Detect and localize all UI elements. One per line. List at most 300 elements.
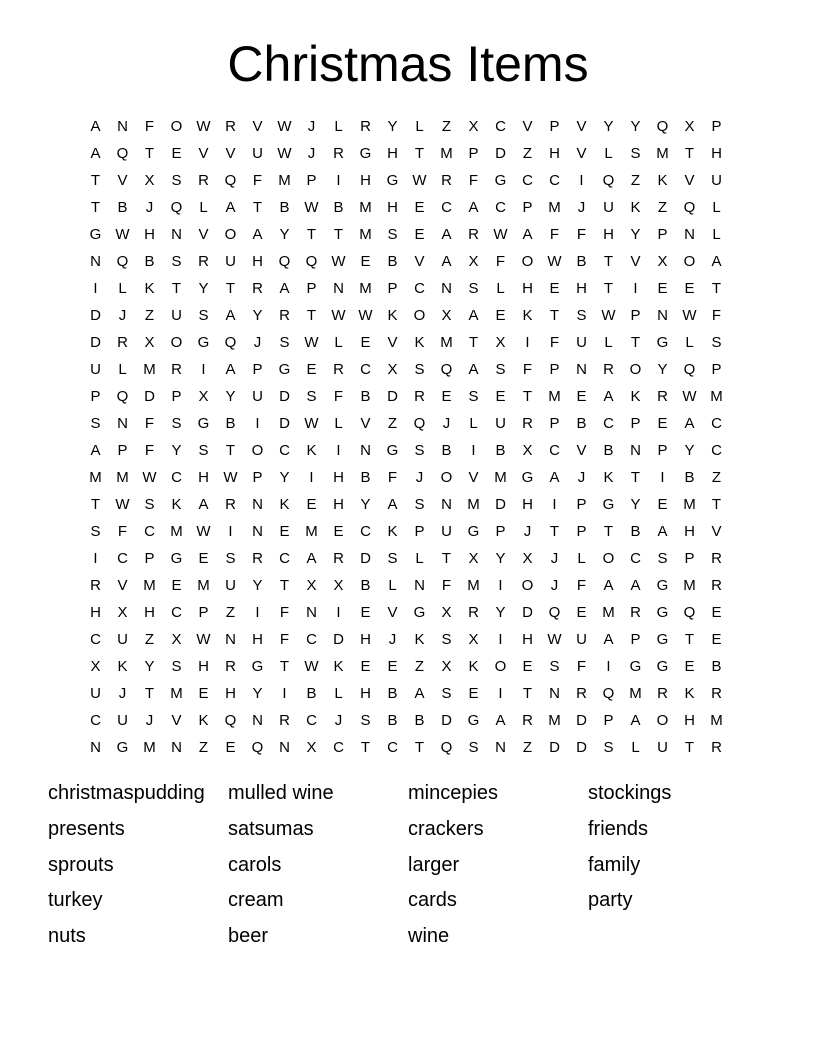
grid-letter: H: [198, 658, 209, 675]
grid-letter: A: [225, 307, 236, 324]
grid-row: [82, 140, 734, 167]
grid-letter: K: [657, 172, 668, 189]
grid-letter: G: [629, 658, 642, 675]
grid-letter: D: [441, 712, 452, 729]
grid-letter: W: [682, 388, 697, 405]
grid-letter: N: [657, 307, 668, 324]
grid-letter: R: [333, 145, 344, 162]
grid-letter: P: [711, 118, 722, 135]
grid-row: [82, 302, 734, 329]
grid-letter: C: [387, 739, 398, 756]
grid-row: [82, 410, 734, 437]
grid-letter: H: [144, 604, 155, 621]
grid-letter: V: [468, 469, 479, 486]
grid-letter: K: [414, 334, 425, 351]
grid-letter: E: [360, 604, 371, 621]
grid-letter: U: [657, 739, 668, 756]
grid-letter: T: [522, 388, 533, 405]
grid-letter: D: [495, 496, 506, 513]
grid-letter: V: [198, 226, 209, 243]
grid-letter: T: [306, 226, 317, 243]
grid-letter: K: [630, 388, 641, 405]
grid-letter: O: [413, 307, 426, 324]
grid-letter: K: [603, 469, 614, 486]
grid-letter: Z: [144, 631, 155, 648]
grid-letter: S: [549, 658, 560, 675]
grid-letter: P: [630, 631, 641, 648]
grid-letter: R: [657, 685, 668, 702]
grid-letter: X: [144, 172, 155, 189]
grid-letter: L: [469, 415, 478, 432]
grid-letter: S: [495, 361, 506, 378]
grid-letter: T: [306, 307, 317, 324]
grid-letter: I: [255, 604, 260, 621]
grid-letter: F: [549, 334, 560, 351]
grid-letter: C: [306, 712, 317, 729]
grid-letter: X: [171, 631, 182, 648]
grid-letter: I: [255, 415, 260, 432]
grid-letter: C: [306, 631, 317, 648]
grid-letter: M: [467, 577, 480, 594]
grid-letter: A: [495, 712, 506, 729]
grid-letter: P: [684, 550, 695, 567]
grid-row: [82, 248, 734, 275]
grid-letter: Z: [414, 658, 425, 675]
grid-letter: I: [660, 469, 665, 486]
grid-letter: L: [712, 226, 721, 243]
grid-letter: C: [171, 469, 182, 486]
grid-letter: O: [656, 712, 669, 729]
grid-letter: V: [576, 118, 587, 135]
grid-letter: J: [307, 118, 316, 135]
grid-letter: D: [576, 739, 587, 756]
grid-letter: I: [552, 496, 557, 513]
grid-letter: G: [656, 577, 669, 594]
grid-letter: N: [360, 442, 371, 459]
grid-letter: X: [306, 739, 317, 756]
grid-letter: P: [630, 415, 641, 432]
grid-letter: D: [522, 604, 533, 621]
grid-letter: B: [117, 199, 128, 216]
grid-letter: B: [360, 577, 371, 594]
grid-letter: X: [306, 577, 317, 594]
grid-letter: Q: [116, 388, 129, 405]
grid-letter: W: [547, 253, 562, 270]
word-list-item: carols: [228, 853, 282, 876]
grid-row: [82, 626, 734, 653]
grid-letter: M: [116, 469, 129, 486]
grid-letter: L: [685, 334, 694, 351]
grid-letter: U: [576, 334, 587, 351]
grid-letter: X: [657, 253, 668, 270]
grid-letter: O: [521, 577, 534, 594]
grid-letter: F: [117, 523, 128, 540]
grid-letter: I: [336, 442, 341, 459]
grid-letter: P: [414, 523, 425, 540]
grid-letter: P: [630, 307, 641, 324]
grid-letter: O: [224, 226, 237, 243]
grid-letter: H: [549, 145, 560, 162]
grid-letter: G: [170, 550, 183, 567]
grid-letter: B: [306, 685, 317, 702]
grid-letter: X: [468, 253, 479, 270]
grid-letter: J: [388, 631, 397, 648]
grid-letter: O: [440, 469, 453, 486]
word-list-item: presents: [48, 817, 125, 840]
grid-letter: I: [471, 442, 476, 459]
grid-letter: S: [414, 496, 425, 513]
grid-letter: R: [225, 118, 236, 135]
grid-letter: J: [577, 469, 586, 486]
grid-letter: G: [386, 442, 399, 459]
grid-letter: P: [657, 442, 668, 459]
grid-letter: I: [606, 658, 611, 675]
grid-letter: S: [387, 550, 398, 567]
grid-letter: G: [602, 496, 615, 513]
grid-letter: E: [225, 739, 236, 756]
grid-letter: L: [334, 415, 343, 432]
grid-letter: F: [144, 415, 155, 432]
grid-letter: C: [549, 172, 560, 189]
grid-letter: T: [684, 145, 695, 162]
grid-letter: X: [144, 334, 155, 351]
grid-letter: H: [522, 496, 533, 513]
grid-letter: Y: [630, 496, 641, 513]
grid-letter: A: [549, 469, 560, 486]
grid-letter: E: [414, 199, 425, 216]
grid-letter: R: [657, 388, 668, 405]
grid-letter: I: [282, 685, 287, 702]
grid-letter: L: [334, 118, 343, 135]
grid-letter: T: [684, 631, 695, 648]
grid-letter: A: [603, 631, 614, 648]
grid-row: [82, 221, 734, 248]
grid-letter: R: [252, 550, 263, 567]
grid-letter: S: [90, 523, 101, 540]
grid-letter: P: [90, 388, 101, 405]
grid-letter: T: [414, 739, 425, 756]
grid-letter: M: [656, 145, 669, 162]
grid-letter: N: [414, 577, 425, 594]
grid-letter: J: [577, 199, 586, 216]
grid-letter: T: [468, 334, 479, 351]
grid-letter: C: [279, 550, 290, 567]
grid-letter: Z: [387, 415, 398, 432]
grid-letter: C: [171, 604, 182, 621]
word-list-item: family: [588, 853, 641, 876]
grid-letter: J: [118, 685, 127, 702]
grid-letter: T: [549, 307, 560, 324]
grid-letter: E: [333, 523, 344, 540]
grid-letter: T: [225, 280, 236, 297]
grid-letter: R: [711, 577, 722, 594]
grid-letter: H: [144, 226, 155, 243]
grid-letter: S: [144, 496, 155, 513]
grid-letter: Q: [683, 361, 696, 378]
grid-row: [82, 707, 734, 734]
grid-letter: B: [630, 523, 641, 540]
grid-letter: S: [603, 739, 614, 756]
grid-letter: S: [657, 550, 668, 567]
grid-letter: W: [412, 172, 427, 189]
grid-letter: K: [333, 658, 344, 675]
grid-letter: T: [252, 199, 263, 216]
grid-letter: U: [117, 712, 128, 729]
grid-letter: Q: [548, 604, 561, 621]
grid-letter: T: [90, 172, 101, 189]
grid-letter: N: [225, 631, 236, 648]
grid-letter: M: [440, 145, 453, 162]
grid-letter: N: [441, 496, 452, 513]
grid-letter: B: [333, 199, 344, 216]
grid-letter: V: [576, 442, 587, 459]
grid-letter: I: [201, 361, 206, 378]
grid-letter: H: [252, 253, 263, 270]
grid-letter: G: [359, 145, 372, 162]
grid-letter: M: [602, 604, 615, 621]
grid-letter: Y: [252, 685, 263, 702]
grid-letter: B: [603, 442, 614, 459]
grid-letter: R: [711, 739, 722, 756]
grid-letter: S: [468, 739, 479, 756]
grid-letter: K: [117, 658, 128, 675]
grid-letter: E: [468, 685, 479, 702]
grid-letter: X: [441, 604, 452, 621]
grid-letter: I: [525, 334, 530, 351]
grid-letter: X: [387, 361, 398, 378]
grid-letter: P: [576, 496, 587, 513]
grid-letter: A: [603, 388, 614, 405]
grid-letter: K: [414, 631, 425, 648]
grid-letter: A: [468, 361, 479, 378]
grid-letter: N: [117, 415, 128, 432]
grid-letter: Y: [171, 442, 182, 459]
grid-letter: W: [304, 334, 319, 351]
grid-letter: A: [414, 685, 425, 702]
grid-letter: A: [306, 550, 317, 567]
grid-letter: S: [441, 631, 452, 648]
grid-row: [82, 275, 734, 302]
grid-row: [82, 356, 734, 383]
grid-letter: S: [414, 442, 425, 459]
grid-letter: G: [278, 361, 291, 378]
grid-letter: V: [711, 523, 722, 540]
grid-letter: L: [631, 739, 640, 756]
grid-letter: S: [306, 388, 317, 405]
grid-letter: W: [196, 631, 211, 648]
grid-letter: I: [93, 280, 98, 297]
grid-letter: E: [387, 658, 398, 675]
grid-letter: E: [522, 658, 533, 675]
grid-letter: H: [387, 199, 398, 216]
grid-letter: D: [90, 307, 101, 324]
word-list-item: nuts: [48, 925, 86, 947]
grid-letter: Q: [683, 199, 696, 216]
grid-letter: J: [442, 415, 451, 432]
grid-letter: Z: [657, 199, 668, 216]
grid-letter: B: [495, 442, 506, 459]
grid-letter: A: [684, 415, 695, 432]
grid-letter: F: [468, 172, 479, 189]
grid-letter: Q: [224, 172, 237, 189]
grid-letter: Y: [603, 118, 614, 135]
grid-letter: E: [711, 604, 722, 621]
grid-letter: M: [548, 712, 561, 729]
grid-letter: D: [360, 550, 371, 567]
grid-letter: T: [684, 739, 695, 756]
grid-letter: Q: [440, 739, 453, 756]
grid-letter: B: [360, 388, 371, 405]
grid-letter: V: [576, 145, 587, 162]
grid-letter: G: [413, 604, 426, 621]
grid-letter: R: [171, 361, 182, 378]
grid-letter: V: [117, 577, 128, 594]
grid-letter: R: [279, 307, 290, 324]
grid-letter: D: [576, 712, 587, 729]
grid-letter: Y: [684, 442, 695, 459]
grid-row: [82, 437, 734, 464]
grid-letter: W: [196, 523, 211, 540]
grid-letter: M: [359, 199, 372, 216]
grid-letter: N: [684, 226, 695, 243]
grid-letter: N: [171, 226, 182, 243]
grid-letter: C: [711, 415, 722, 432]
grid-letter: P: [198, 604, 209, 621]
grid-letter: C: [441, 199, 452, 216]
grid-letter: Q: [224, 712, 237, 729]
grid-letter: W: [277, 118, 292, 135]
grid-letter: L: [415, 118, 424, 135]
grid-letter: H: [252, 631, 263, 648]
grid-letter: W: [304, 415, 319, 432]
grid-letter: G: [656, 604, 669, 621]
grid-letter: T: [333, 226, 344, 243]
grid-letter: K: [630, 199, 641, 216]
grid-letter: E: [495, 388, 506, 405]
grid-letter: T: [441, 550, 452, 567]
grid-letter: N: [630, 442, 641, 459]
word-list-item: turkey: [48, 889, 103, 912]
grid-letter: T: [711, 280, 722, 297]
grid-letter: P: [117, 442, 128, 459]
grid-letter: R: [333, 550, 344, 567]
grid-letter: P: [549, 118, 560, 135]
grid-letter: M: [170, 523, 183, 540]
grid-letter: A: [711, 253, 722, 270]
grid-letter: M: [143, 361, 156, 378]
grid-letter: H: [711, 145, 722, 162]
grid-letter: C: [603, 415, 614, 432]
grid-letter: D: [279, 415, 290, 432]
grid-letter: E: [198, 550, 209, 567]
grid-letter: H: [684, 523, 695, 540]
grid-letter: V: [252, 118, 263, 135]
grid-letter: Q: [116, 145, 129, 162]
grid-letter: M: [359, 226, 372, 243]
grid-letter: J: [550, 577, 559, 594]
grid-letter: T: [360, 739, 371, 756]
grid-letter: M: [359, 280, 372, 297]
grid-letter: E: [684, 658, 695, 675]
grid-letter: G: [89, 226, 102, 243]
grid-letter: S: [360, 712, 371, 729]
grid-letter: H: [360, 685, 371, 702]
grid-letter: M: [197, 577, 210, 594]
grid-letter: Q: [602, 172, 615, 189]
grid-letter: V: [630, 253, 641, 270]
grid-letter: T: [279, 577, 290, 594]
word-list-item: party: [588, 889, 633, 912]
grid-letter: U: [225, 253, 236, 270]
grid-letter: B: [225, 415, 236, 432]
grid-letter: R: [198, 172, 209, 189]
grid-letter: M: [440, 334, 453, 351]
grid-letter: K: [171, 496, 182, 513]
grid-letter: B: [441, 442, 452, 459]
grid-letter: P: [252, 469, 263, 486]
grid-letter: M: [305, 523, 318, 540]
grid-letter: B: [576, 253, 587, 270]
grid-letter: R: [360, 118, 371, 135]
grid-letter: E: [576, 388, 587, 405]
grid-letter: C: [522, 172, 533, 189]
grid-letter: P: [468, 145, 479, 162]
grid-letter: R: [603, 361, 614, 378]
grid-letter: P: [144, 550, 155, 567]
grid-letter: X: [495, 334, 506, 351]
grid-letter: Q: [683, 604, 696, 621]
grid-letter: N: [333, 280, 344, 297]
grid-letter: C: [495, 199, 506, 216]
grid-letter: Y: [252, 307, 263, 324]
grid-letter: W: [331, 253, 346, 270]
grid-letter: N: [279, 739, 290, 756]
grid-letter: L: [334, 685, 343, 702]
grid-letter: J: [523, 523, 532, 540]
grid-letter: Y: [630, 226, 641, 243]
grid-letter: D: [333, 631, 344, 648]
grid-letter: A: [522, 226, 533, 243]
grid-letter: N: [306, 604, 317, 621]
grid-letter: N: [90, 739, 101, 756]
grid-letter: M: [683, 577, 696, 594]
grid-letter: S: [171, 172, 182, 189]
grid-letter: K: [198, 712, 209, 729]
grid-letter: E: [360, 253, 371, 270]
grid-letter: X: [522, 442, 533, 459]
grid-letter: A: [225, 361, 236, 378]
grid-letter: M: [683, 496, 696, 513]
grid-letter: B: [576, 415, 587, 432]
grid-letter: B: [387, 253, 398, 270]
grid-letter: R: [711, 685, 722, 702]
grid-letter: Y: [279, 469, 290, 486]
grid-letter: A: [603, 577, 614, 594]
grid-letter: T: [144, 145, 155, 162]
grid-letter: J: [118, 307, 127, 324]
grid-letter: H: [684, 712, 695, 729]
grid-letter: Z: [711, 469, 722, 486]
grid-letter: V: [117, 172, 128, 189]
grid-letter: C: [549, 442, 560, 459]
grid-letter: S: [171, 253, 182, 270]
grid-letter: F: [144, 118, 155, 135]
grid-letter: C: [360, 361, 371, 378]
grid-letter: U: [252, 388, 263, 405]
grid-letter: X: [684, 118, 695, 135]
grid-letter: O: [521, 253, 534, 270]
grid-letter: R: [117, 334, 128, 351]
